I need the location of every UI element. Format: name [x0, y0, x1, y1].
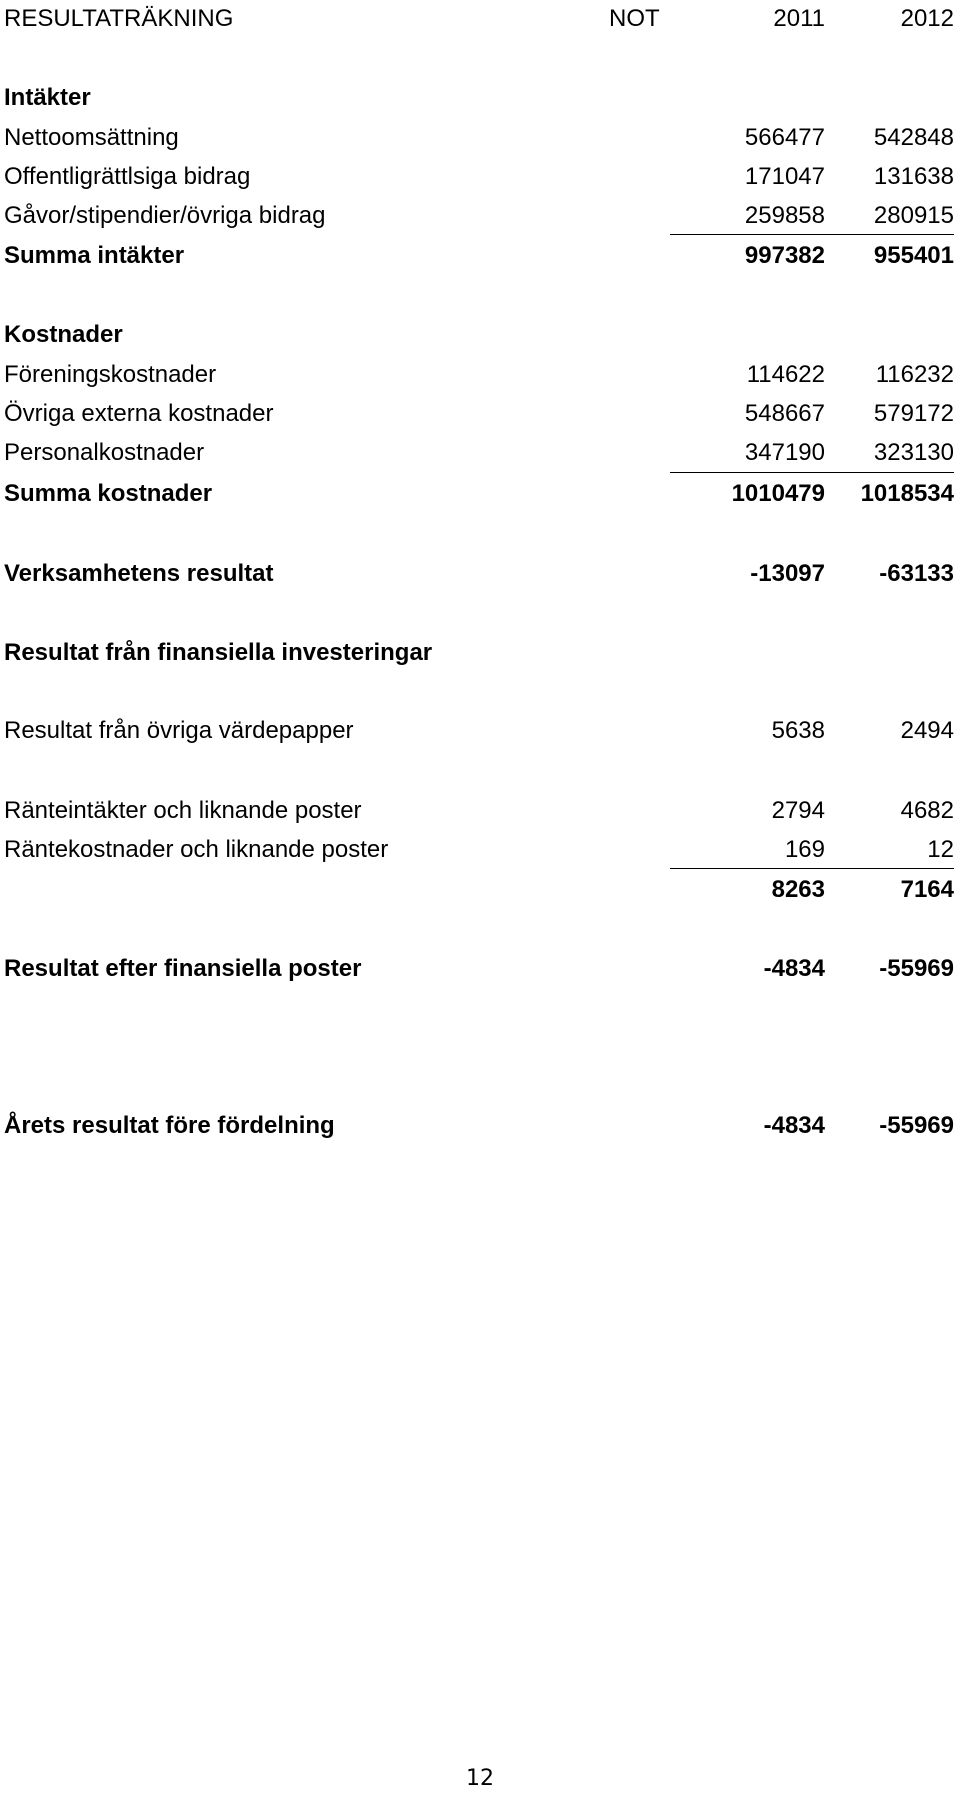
- row-label: Resultat från övriga värdepapper: [4, 717, 354, 744]
- value-2012: 323130: [873, 439, 954, 466]
- operating-result-row: [4, 557, 954, 591]
- value-2011: -13097: [750, 560, 825, 587]
- table-row: [4, 833, 954, 867]
- year-2011-header: 2011: [773, 5, 825, 32]
- year-2012-header: 2012: [900, 5, 954, 32]
- table-header: [4, 2, 954, 36]
- sum-rule: [670, 472, 954, 473]
- page-title: RESULTATRÄKNING: [4, 5, 234, 32]
- value-2012: 542848: [873, 124, 954, 151]
- row-label: Resultat efter finansiella poster: [4, 955, 362, 982]
- value-2012: 2494: [900, 717, 954, 744]
- value-2012: -63133: [879, 560, 954, 587]
- table-row: [4, 121, 954, 155]
- after-financial-row: [4, 952, 954, 986]
- value-2012: 12: [927, 836, 954, 863]
- value-2011: 997382: [744, 242, 825, 269]
- row-label: Gåvor/stipendier/övriga bidrag: [4, 202, 326, 229]
- row-label: Nettoomsättning: [4, 124, 179, 151]
- value-2011: 347190: [744, 439, 825, 466]
- year-result-row: [4, 1109, 954, 1143]
- costs-heading: Kostnader: [4, 321, 123, 348]
- row-label: Ränteintäkter och liknande poster: [4, 797, 362, 824]
- financial-heading: Resultat från finansiella investeringar: [4, 639, 433, 666]
- value-2012: 280915: [873, 202, 954, 229]
- value-2011: 169: [784, 836, 825, 863]
- costs-total-row: [4, 477, 954, 511]
- value-2012: 116232: [875, 361, 954, 388]
- row-label: Årets resultat före fördelning: [4, 1112, 335, 1139]
- page-number: 12: [466, 1766, 494, 1791]
- financial-subtotal-row: [4, 873, 954, 907]
- table-row: [4, 358, 954, 392]
- value-2011: 114622: [746, 361, 825, 388]
- value-2011: -4834: [763, 1112, 825, 1139]
- value-2011: 5638: [771, 717, 825, 744]
- row-label: Verksamhetens resultat: [4, 560, 274, 587]
- sum-rule: [670, 234, 954, 235]
- income-heading: Intäkter: [4, 84, 91, 111]
- table-row: [4, 397, 954, 431]
- value-2011: 548667: [744, 400, 825, 427]
- value-2011: 566477: [744, 124, 825, 151]
- row-label: Övriga externa kostnader: [4, 400, 274, 427]
- value-2011: 259858: [744, 202, 825, 229]
- value-2012: 1018534: [860, 480, 954, 507]
- value-2011: 1010479: [731, 480, 825, 507]
- table-row: [4, 199, 954, 233]
- row-label: Föreningskostnader: [4, 361, 217, 388]
- table-row: [4, 160, 954, 194]
- value-2012: 131638: [873, 163, 954, 190]
- value-2011: 8263: [771, 876, 825, 903]
- value-2012: 7164: [900, 876, 954, 903]
- value-2012: 4682: [900, 797, 954, 824]
- value-2011: 171047: [744, 163, 825, 190]
- value-2012: -55969: [879, 1112, 954, 1139]
- table-row: [4, 794, 954, 828]
- sum-rule: [670, 868, 954, 869]
- row-label: Summa intäkter: [4, 242, 185, 269]
- value-2012: -55969: [879, 955, 954, 982]
- row-label: Summa kostnader: [4, 480, 213, 507]
- row-label: Offentligrättlsiga bidrag: [4, 163, 251, 190]
- table-row: [4, 714, 954, 748]
- value-2012: 579172: [873, 400, 954, 427]
- income-total-row: [4, 239, 954, 273]
- value-2011: -4834: [763, 955, 825, 982]
- table-row: [4, 436, 954, 470]
- row-label: Räntekostnader och liknande poster: [4, 836, 389, 863]
- value-2012: 955401: [873, 242, 954, 269]
- value-2011: 2794: [771, 797, 825, 824]
- row-label: Personalkostnader: [4, 439, 205, 466]
- note-column-header: NOT: [609, 5, 660, 32]
